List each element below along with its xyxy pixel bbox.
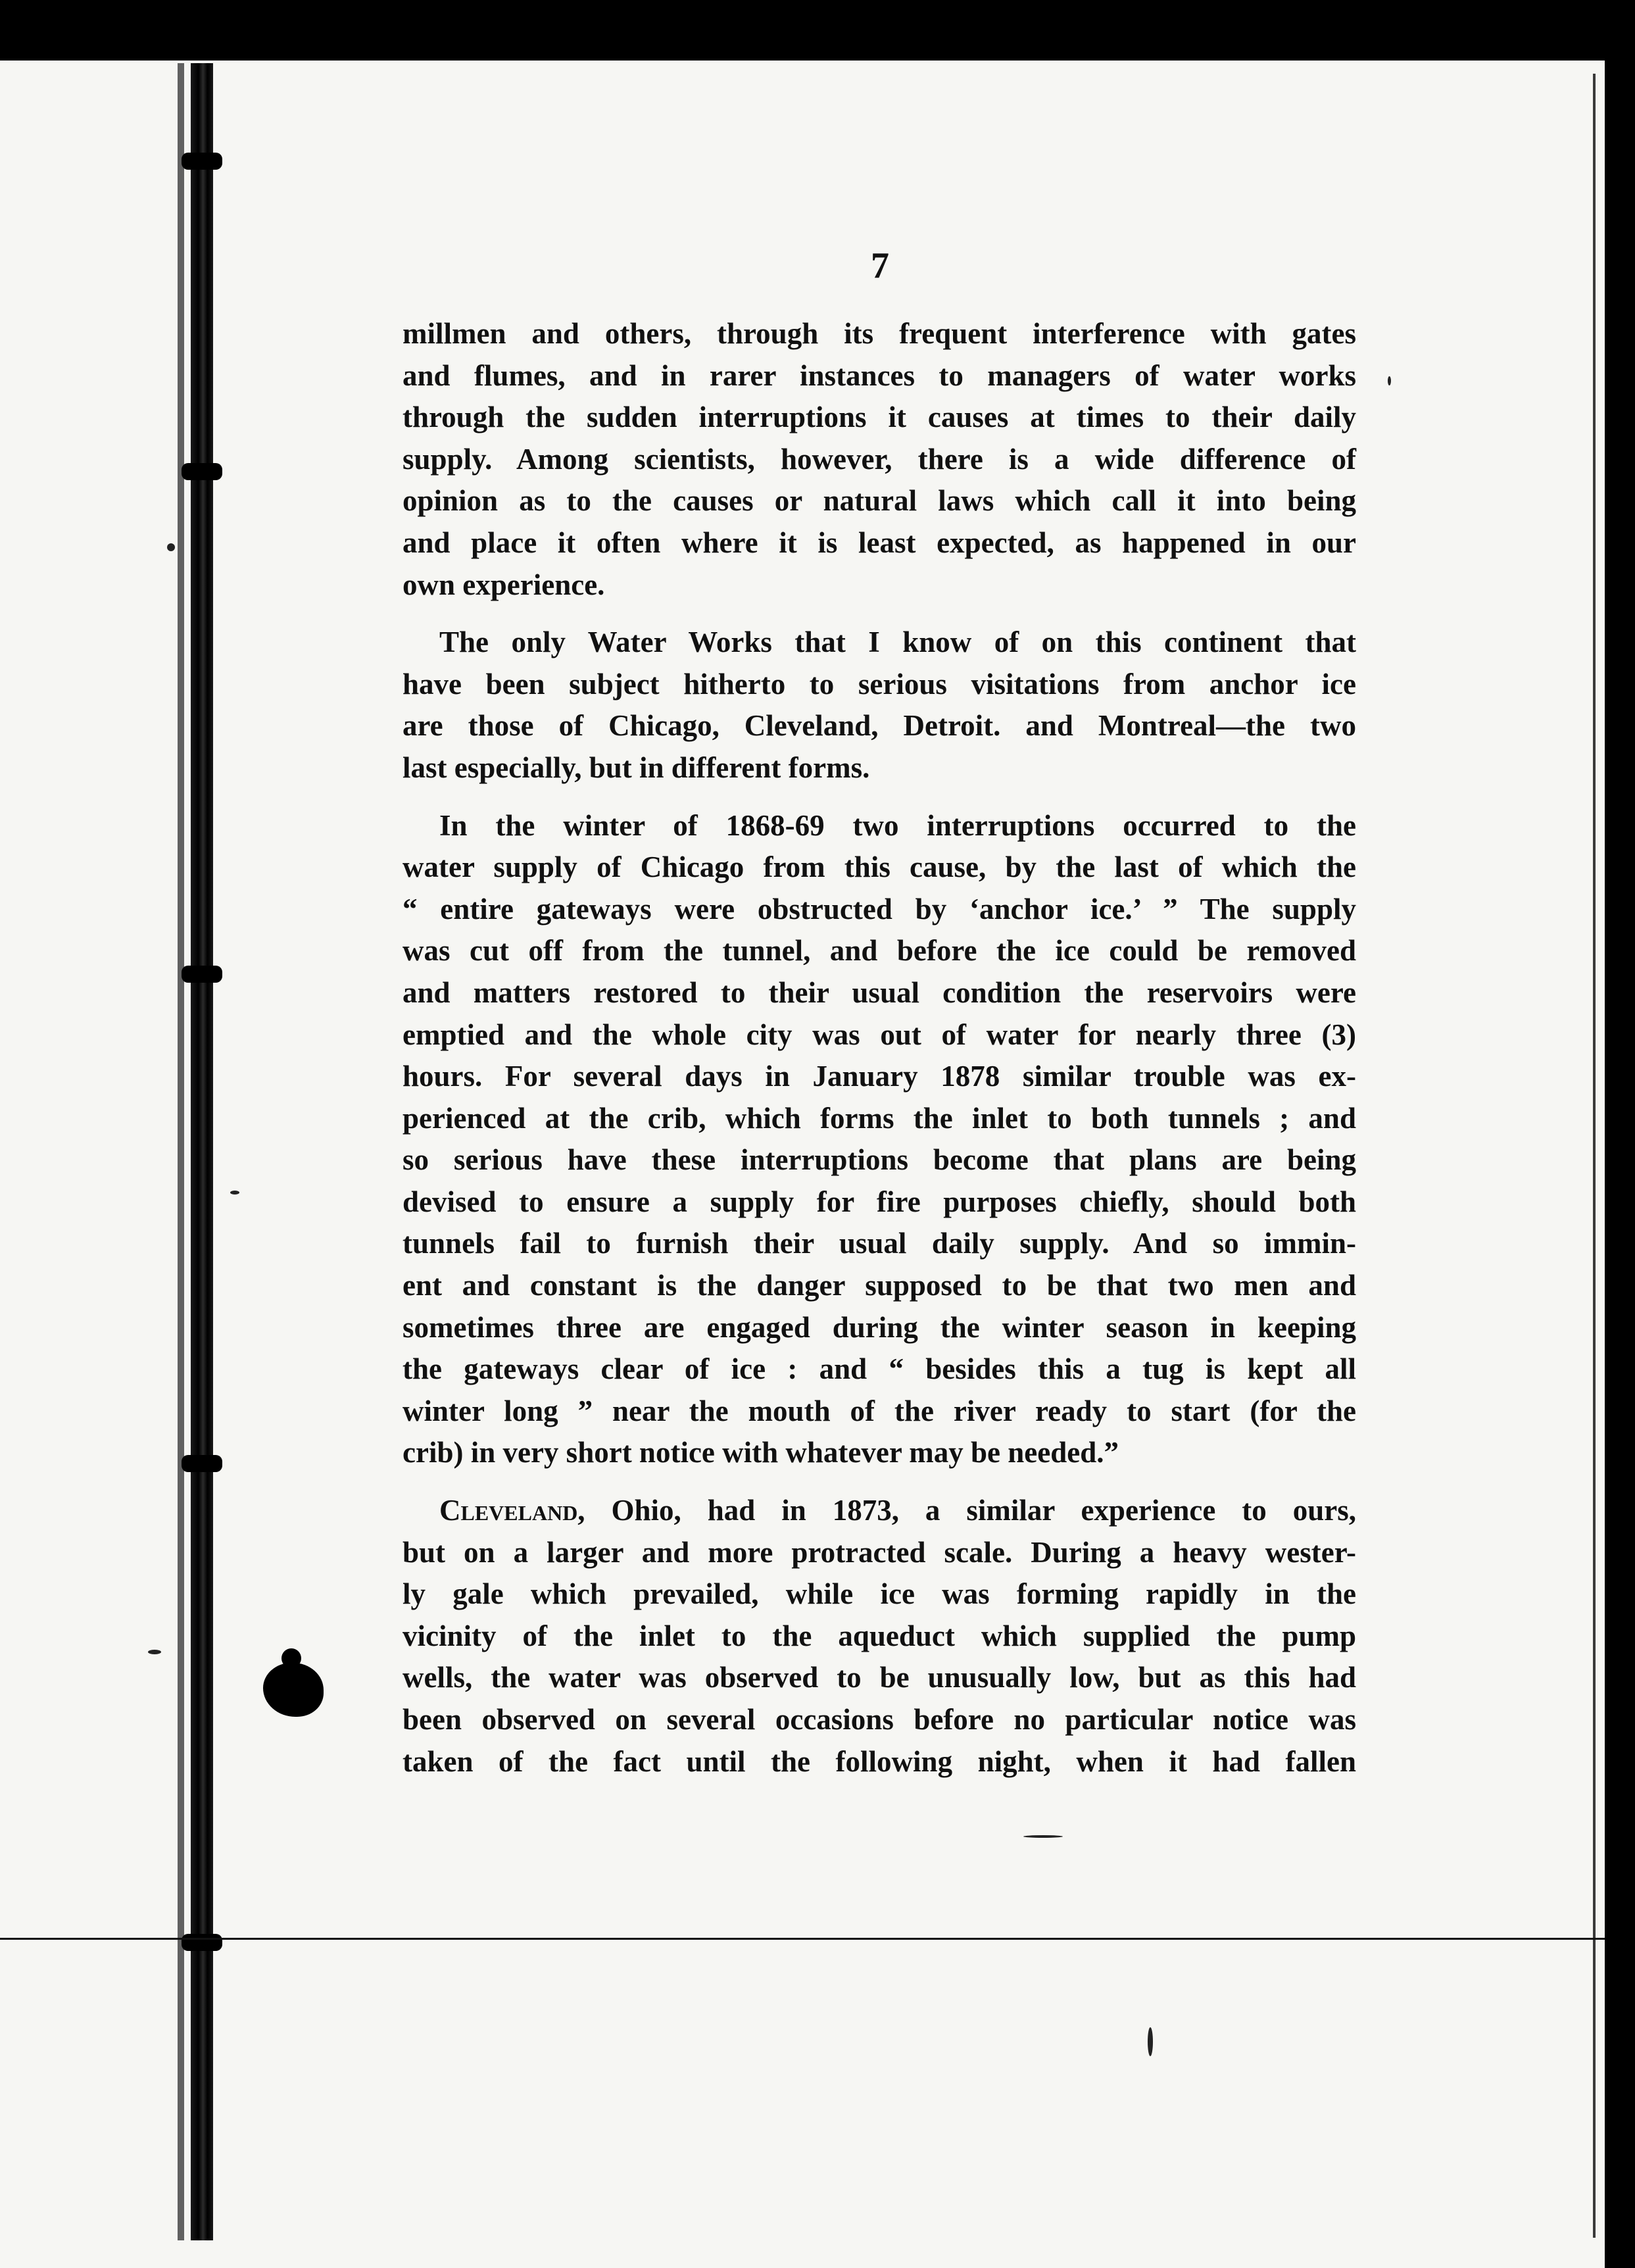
margin-mark [148, 1650, 161, 1654]
text-line: are those of Chicago, Cleveland, Detroit. and Montreal—the two [403, 709, 1356, 743]
text-line: taken of the fact until the following night, when it had fallen [403, 1744, 1356, 1778]
place-name: Cleveland, [439, 1494, 585, 1527]
text-line: the gateways clear of ice : and “ besides this a tug is kept all [403, 1352, 1356, 1386]
text-line: and matters restored to their usual condition the reservoirs were [403, 975, 1356, 1009]
binding-stitch [182, 463, 222, 480]
text-line: been observed on several occasions before no particular notice was [403, 1703, 1356, 1736]
paragraph [403, 805, 1356, 1475]
text-line: sometimes three are engaged during the winter season in keeping [403, 1310, 1356, 1344]
body-text [403, 313, 1356, 1783]
paragraph [403, 313, 1356, 606]
text-line: The only Water Works that I know of on this continent that [439, 626, 1356, 659]
margin-mark [167, 543, 175, 551]
margin-mark [1388, 376, 1391, 385]
text-line: last especially, but in different forms. [403, 751, 870, 784]
text-line: so serious have these interruptions become that plans are being [403, 1143, 1356, 1177]
scan-top-border [0, 0, 1635, 61]
paragraph [403, 622, 1356, 789]
text-line: supply. Among scientists, however, there is a wide difference of [403, 442, 1356, 476]
text-line: water supply of Chicago from this cause, by the last of which the [403, 851, 1356, 884]
text-line: vicinity of the inlet to the aqueduct which supplied the pump [403, 1619, 1356, 1652]
text-line: crib) in very short notice with whatever may be needed.” [403, 1436, 1119, 1469]
text-line: tunnels fail to furnish their usual daily supply. And so immin- [403, 1227, 1356, 1260]
binding-spine [191, 63, 213, 2240]
page-edge-line [1593, 74, 1596, 2238]
text-line: In the winter of 1868-69 two interruptions occurred to the [439, 808, 1356, 842]
scan-fold-line [0, 1938, 1605, 1940]
text-line: opinion as to the causes or natural laws which call it into being [403, 484, 1356, 518]
text-line: emptied and the whole city was out of water for nearly three (3) [403, 1018, 1356, 1051]
binding-shadow [178, 63, 184, 2240]
text-line: devised to ensure a supply for fire purposes chiefly, should both [403, 1185, 1356, 1218]
binding-stitch [182, 966, 222, 983]
page-number: 7 [871, 245, 889, 286]
text-line: and place it often where it is least expected, as happened in our [403, 526, 1356, 559]
text-line: through the sudden interruptions it causes at times to their daily [403, 401, 1356, 434]
text-line: ly gale which prevailed, while ice was forming rapidly in the [403, 1577, 1356, 1611]
text-line: own experience. [403, 568, 605, 601]
text-line: and flumes, and in rarer instances to managers of water works [403, 358, 1356, 392]
text-line: perienced at the crib, which forms the inlet to both tunnels ; and [403, 1101, 1356, 1135]
binding-stitch [182, 1455, 222, 1472]
text-line [403, 1490, 1356, 1532]
text-line: millmen and others, through its frequent interference with gates [403, 317, 1356, 350]
text-line: have been subject hitherto to serious visitations from anchor ice [403, 667, 1356, 701]
text-line: hours. For several days in January 1878 similar trouble was ex- [403, 1060, 1356, 1093]
margin-mark [1023, 1835, 1063, 1838]
binding-stitch [182, 1934, 222, 1951]
text-line: “ entire gateways were obstructed by ‘anchor ice.’ ” The supply [403, 892, 1356, 925]
text-line: winter long ” near the mouth of the river ready to start (for the [403, 1394, 1356, 1427]
margin-mark [230, 1191, 239, 1195]
text-line: wells, the water was observed to be unusually low, but as this had [403, 1661, 1356, 1694]
margin-mark [1148, 2027, 1153, 2056]
text-line: ent and constant is the danger supposed to be that two men and [403, 1269, 1356, 1302]
scan-right-border [1605, 0, 1635, 2268]
text-line: but on a larger and more protracted scale. During a heavy wester- [403, 1535, 1356, 1569]
text-line: was cut off from the tunnel, and before the ice could be removed [403, 934, 1356, 968]
paragraph [403, 1490, 1356, 1783]
binding-stitch [182, 153, 222, 170]
text-run: Ohio, had in 1873, a similar experience to ours, [585, 1494, 1356, 1527]
